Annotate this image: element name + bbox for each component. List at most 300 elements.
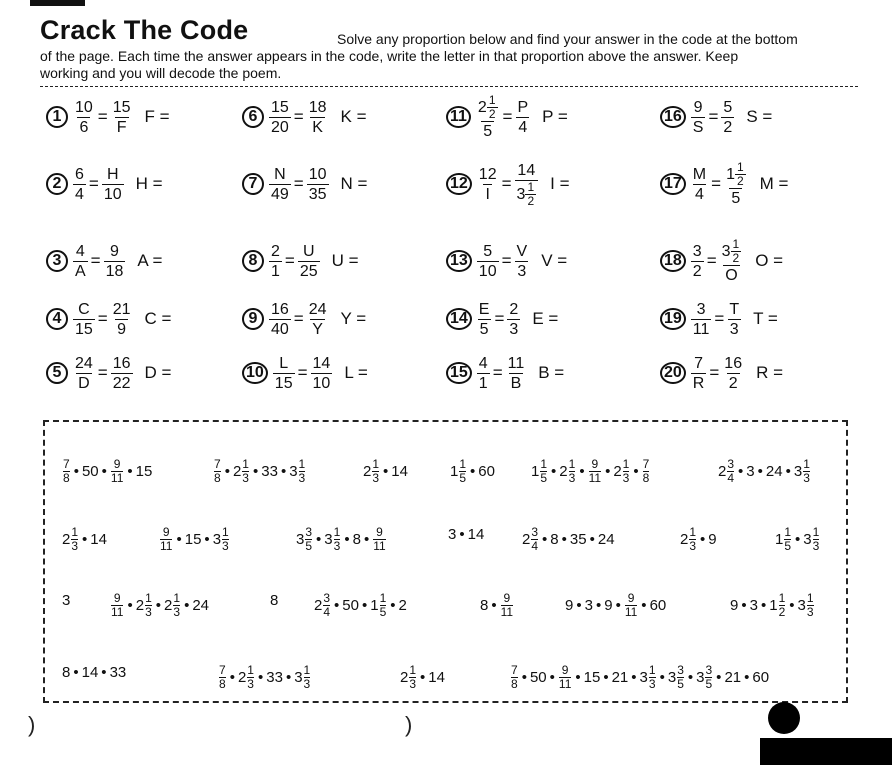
multiply-dot: • bbox=[280, 463, 287, 480]
problem-number: 4 bbox=[46, 308, 68, 330]
left-ratio-denominator: 20 bbox=[271, 118, 289, 136]
left-ratio bbox=[691, 300, 712, 339]
right-ratio bbox=[515, 98, 530, 137]
answer-prompt: H = bbox=[135, 174, 163, 193]
code-value-den: 3 bbox=[333, 539, 341, 553]
multiply-dot: • bbox=[561, 531, 567, 548]
right-ratio bbox=[307, 165, 329, 204]
right-ratio-numerator: H bbox=[106, 165, 119, 183]
code-value-den: 3 bbox=[298, 471, 306, 485]
multiply-dot: • bbox=[176, 531, 182, 548]
code-word bbox=[270, 592, 278, 609]
answer-prompt: S = bbox=[746, 107, 773, 126]
code-value bbox=[624, 592, 638, 619]
code-value bbox=[585, 597, 593, 614]
problem-19 bbox=[660, 290, 778, 348]
code-value-num: 1 bbox=[247, 663, 254, 677]
code-value-den: 4 bbox=[727, 471, 735, 485]
right-ratio bbox=[111, 98, 133, 137]
code-value-den: 3 bbox=[568, 471, 576, 485]
code-value-whole: 1 bbox=[370, 597, 379, 614]
code-value-num: 7 bbox=[219, 663, 226, 677]
code-value-whole: 15 bbox=[184, 531, 202, 548]
code-value-num: 1 bbox=[778, 591, 786, 605]
problem-number: 5 bbox=[46, 362, 68, 384]
left-ratio-numerator: 2 bbox=[271, 242, 280, 260]
left-ratio bbox=[73, 242, 88, 281]
code-value-whole: 2 bbox=[680, 531, 689, 548]
code-value-num: 1 bbox=[803, 457, 810, 471]
code-word bbox=[448, 526, 484, 543]
code-value-whole: 3 bbox=[803, 531, 812, 548]
right-ratio-denominator: 2 bbox=[728, 374, 738, 392]
left-ratio-numerator: E bbox=[478, 300, 490, 318]
right-ratio-numerator: T bbox=[729, 300, 740, 318]
code-value-frac bbox=[63, 458, 70, 485]
code-value bbox=[604, 597, 612, 614]
code-value-den: 3 bbox=[247, 677, 254, 691]
code-value-frac bbox=[511, 664, 518, 691]
right-ratio-numerator: 18 bbox=[308, 98, 327, 116]
code-value-den: 3 bbox=[622, 471, 630, 485]
multiply-dot: • bbox=[101, 463, 107, 480]
code-value-frac bbox=[304, 664, 311, 691]
right-ratio-denominator: 5 bbox=[731, 189, 741, 207]
left-ratio-mixed-frac-den: 2 bbox=[488, 106, 496, 121]
code-value-whole: 60 bbox=[752, 669, 770, 686]
code-value bbox=[642, 458, 651, 485]
code-value bbox=[90, 531, 107, 548]
code-word bbox=[400, 664, 445, 691]
code-value-num: 1 bbox=[298, 457, 306, 471]
right-ratio-mixed-frac-den: 2 bbox=[527, 193, 535, 208]
code-value-num: 1 bbox=[459, 457, 467, 471]
code-value-num: 1 bbox=[689, 525, 697, 539]
code-word bbox=[565, 592, 666, 619]
code-value bbox=[769, 592, 786, 619]
left-ratio-denominator: 1 bbox=[478, 374, 488, 392]
left-ratio-mixed-frac bbox=[487, 94, 498, 121]
code-value-frac bbox=[372, 458, 379, 485]
code-value-num: 1 bbox=[622, 457, 630, 471]
multiply-dot: • bbox=[491, 597, 497, 614]
left-ratio-denominator: 11 bbox=[692, 320, 710, 338]
left-ratio bbox=[269, 165, 291, 204]
code-value-num: 1 bbox=[372, 457, 380, 471]
answer-prompt: K = bbox=[340, 107, 367, 126]
code-value-whole: 2 bbox=[135, 597, 145, 614]
left-ratio-denominator: 2 bbox=[692, 262, 702, 280]
multiply-dot: • bbox=[204, 531, 210, 548]
right-ratio-numerator bbox=[724, 161, 748, 188]
multiply-dot: • bbox=[344, 531, 350, 548]
problem-3 bbox=[46, 232, 162, 290]
right-ratio-numerator: 14 bbox=[517, 161, 536, 179]
code-value bbox=[794, 458, 811, 485]
code-value bbox=[468, 526, 485, 543]
code-value-den: 5 bbox=[540, 471, 548, 485]
answer-prompt: E = bbox=[532, 309, 559, 328]
code-value bbox=[680, 526, 697, 553]
code-value-frac bbox=[459, 458, 466, 485]
code-value-den: 11 bbox=[111, 605, 124, 619]
right-ratio-denominator: 2 bbox=[723, 118, 733, 136]
equals-sign: = bbox=[97, 363, 108, 382]
right-ratio-mixed bbox=[726, 161, 746, 188]
code-word bbox=[62, 592, 70, 609]
problem-number: 17 bbox=[660, 173, 686, 195]
right-ratio-denominator: 3 bbox=[517, 262, 527, 280]
equals-sign: = bbox=[711, 174, 722, 193]
multiply-dot: • bbox=[155, 597, 162, 614]
right-ratio bbox=[298, 242, 320, 281]
code-value-whole: 60 bbox=[478, 463, 495, 480]
right-ratio bbox=[724, 161, 748, 208]
problem-number: 19 bbox=[660, 308, 686, 330]
code-value bbox=[570, 531, 587, 548]
left-ratio bbox=[477, 354, 490, 393]
left-ratio-numerator bbox=[476, 94, 500, 121]
left-ratio bbox=[691, 242, 704, 281]
code-value bbox=[752, 669, 769, 686]
code-value-whole: 2 bbox=[237, 669, 247, 686]
right-ratio-mixed-frac-den: 2 bbox=[736, 173, 744, 188]
left-ratio-denominator: I bbox=[485, 185, 490, 203]
code-value-frac bbox=[784, 526, 791, 553]
answer-prompt: R = bbox=[756, 363, 784, 382]
code-value bbox=[62, 526, 79, 553]
code-value-den: 3 bbox=[71, 539, 79, 553]
code-value-whole: 2 bbox=[62, 531, 71, 548]
right-ratio-whole: 3 bbox=[516, 185, 526, 203]
multiply-dot: • bbox=[659, 669, 665, 686]
code-value-den: 3 bbox=[303, 677, 311, 691]
multiply-dot: • bbox=[589, 531, 595, 548]
code-value-whole: 3 bbox=[296, 531, 305, 548]
left-ratio-numerator: 4 bbox=[75, 242, 85, 260]
left-ratio bbox=[476, 94, 500, 141]
left-ratio-whole: 2 bbox=[477, 98, 487, 116]
code-value-whole: 8 bbox=[550, 531, 559, 548]
code-word bbox=[680, 526, 717, 553]
code-value-frac bbox=[727, 458, 734, 485]
left-ratio-denominator: 40 bbox=[271, 320, 289, 338]
left-ratio-denominator: 15 bbox=[274, 374, 293, 392]
code-value-den: 8 bbox=[219, 677, 226, 691]
right-ratio bbox=[111, 300, 133, 339]
multiply-dot: • bbox=[224, 463, 230, 480]
multiply-dot: • bbox=[73, 463, 79, 480]
multiply-dot: • bbox=[738, 463, 744, 480]
multiply-dot: • bbox=[760, 597, 767, 614]
left-ratio bbox=[269, 98, 291, 137]
code-value-whole: 21 bbox=[724, 669, 742, 686]
code-value bbox=[798, 592, 815, 619]
code-value bbox=[559, 458, 576, 485]
code-value-whole: 2 bbox=[232, 463, 242, 480]
code-value-num: 1 bbox=[333, 525, 341, 539]
code-word bbox=[110, 592, 209, 619]
scan-mark-left: ) bbox=[28, 712, 36, 737]
code-value-den: 8 bbox=[642, 471, 650, 485]
multiply-dot: • bbox=[641, 597, 647, 614]
equals-sign: = bbox=[494, 309, 505, 328]
code-value bbox=[718, 458, 735, 485]
problem-12 bbox=[446, 155, 570, 213]
problem-4 bbox=[46, 290, 171, 348]
code-word bbox=[480, 592, 514, 619]
code-value-whole: 50 bbox=[81, 463, 99, 480]
code-value-den: 8 bbox=[511, 677, 518, 691]
left-ratio bbox=[691, 98, 706, 137]
code-value-num: 1 bbox=[71, 525, 79, 539]
code-value bbox=[598, 531, 615, 548]
code-value-den: 11 bbox=[588, 471, 602, 485]
left-ratio bbox=[477, 165, 499, 204]
answer-prompt: A = bbox=[137, 251, 163, 270]
answer-prompt: N = bbox=[340, 174, 368, 193]
code-word bbox=[62, 664, 126, 681]
multiply-dot: • bbox=[361, 597, 368, 614]
code-value-num: 9 bbox=[376, 525, 383, 539]
code-value-frac bbox=[71, 526, 78, 553]
right-ratio bbox=[721, 98, 734, 137]
code-value-whole: 3 bbox=[62, 592, 71, 609]
code-value-frac bbox=[807, 592, 814, 619]
left-ratio-denominator: 10 bbox=[478, 262, 497, 280]
corner-mark bbox=[30, 0, 85, 6]
code-value bbox=[136, 592, 153, 619]
right-ratio-numerator: 2 bbox=[509, 300, 519, 318]
code-value-whole: 3 bbox=[324, 531, 333, 548]
code-value bbox=[164, 592, 181, 619]
right-ratio-numerator: 11 bbox=[507, 354, 525, 372]
code-value-frac bbox=[219, 664, 226, 691]
answer-prompt: B = bbox=[538, 363, 565, 382]
code-value-frac bbox=[589, 458, 601, 485]
code-word bbox=[62, 526, 107, 553]
code-value bbox=[62, 592, 70, 609]
code-value bbox=[708, 531, 716, 548]
multiply-dot: • bbox=[795, 531, 801, 548]
left-ratio-numerator: 10 bbox=[75, 98, 93, 116]
right-ratio-numerator: 9 bbox=[110, 242, 119, 260]
code-value-whole: 2 bbox=[400, 669, 409, 686]
code-value-den: 3 bbox=[222, 539, 229, 553]
code-value-frac bbox=[625, 592, 637, 619]
code-value-frac bbox=[145, 592, 152, 619]
code-value-den: 5 bbox=[784, 539, 792, 553]
left-ratio-denominator: D bbox=[78, 374, 90, 392]
answer-prompt: U = bbox=[331, 251, 359, 270]
code-value-den: 5 bbox=[677, 677, 684, 691]
problem-number: 1 bbox=[46, 106, 68, 128]
code-value-whole: 50 bbox=[342, 597, 359, 614]
left-ratio-numerator: 9 bbox=[693, 98, 703, 116]
code-value bbox=[296, 526, 313, 553]
code-value-whole: 33 bbox=[109, 664, 127, 681]
code-value-num: 3 bbox=[677, 663, 684, 677]
code-value bbox=[261, 463, 278, 480]
right-ratio-mixed-frac bbox=[735, 161, 746, 188]
problem-13 bbox=[446, 232, 567, 290]
code-value-den: 3 bbox=[806, 605, 814, 619]
code-value-frac bbox=[705, 664, 712, 691]
right-ratio bbox=[722, 354, 744, 393]
equals-sign: = bbox=[97, 107, 108, 126]
code-value-den: 3 bbox=[173, 605, 181, 619]
code-value-num: 9 bbox=[627, 591, 635, 605]
code-value bbox=[400, 664, 417, 691]
code-value bbox=[294, 664, 311, 691]
code-value-whole: 50 bbox=[529, 669, 547, 686]
code-value-whole: 60 bbox=[649, 597, 667, 614]
scan-edge-bar bbox=[760, 738, 892, 765]
code-value bbox=[342, 597, 359, 614]
code-value-frac bbox=[111, 592, 123, 619]
code-value-frac bbox=[373, 526, 385, 553]
code-value-num: 1 bbox=[784, 525, 792, 539]
multiply-dot: • bbox=[257, 669, 264, 686]
problem-16 bbox=[660, 88, 772, 146]
left-ratio-denominator: 1 bbox=[271, 262, 280, 280]
section-divider bbox=[40, 86, 858, 87]
code-value bbox=[353, 531, 361, 548]
code-value bbox=[192, 597, 209, 614]
code-value bbox=[530, 669, 547, 686]
multiply-dot: • bbox=[383, 463, 389, 480]
problem-number: 2 bbox=[46, 173, 68, 195]
code-value-num: 3 bbox=[323, 591, 331, 605]
code-word bbox=[775, 526, 820, 553]
code-value bbox=[588, 458, 602, 485]
left-ratio bbox=[477, 300, 492, 339]
code-value-num: 1 bbox=[812, 525, 820, 539]
left-ratio bbox=[73, 354, 95, 393]
multiply-dot: • bbox=[127, 597, 133, 614]
code-value-whole: 2 bbox=[522, 531, 531, 548]
right-ratio-denominator: 3 bbox=[509, 320, 519, 338]
code-value bbox=[324, 526, 341, 553]
code-value bbox=[213, 458, 222, 485]
left-ratio bbox=[691, 165, 708, 204]
right-ratio-numerator: 14 bbox=[312, 354, 331, 372]
code-word bbox=[450, 458, 495, 485]
code-value-frac bbox=[299, 458, 306, 485]
code-value-whole: 15 bbox=[583, 669, 601, 686]
left-ratio-numerator: 3 bbox=[692, 242, 702, 260]
code-value-whole: 3 bbox=[639, 669, 648, 686]
right-ratio-numerator: 16 bbox=[112, 354, 131, 372]
code-value bbox=[730, 597, 738, 614]
answer-prompt: C = bbox=[144, 309, 172, 328]
code-value bbox=[62, 664, 70, 681]
code-value-den: 5 bbox=[459, 471, 467, 485]
left-ratio-denominator: 5 bbox=[479, 320, 489, 338]
code-value-frac bbox=[531, 526, 538, 553]
code-value-whole: 3 bbox=[749, 597, 758, 614]
code-value-whole: 33 bbox=[266, 669, 283, 686]
left-ratio-mixed-frac-num: 1 bbox=[488, 92, 496, 107]
code-value-num: 9 bbox=[113, 457, 121, 471]
multiply-dot: • bbox=[459, 526, 465, 543]
code-value-frac bbox=[173, 592, 180, 619]
right-ratio bbox=[507, 300, 520, 339]
code-value-whole: 2 bbox=[314, 597, 323, 614]
multiply-dot: • bbox=[252, 463, 259, 480]
code-value bbox=[238, 664, 255, 691]
right-ratio-denominator: Y bbox=[312, 320, 323, 338]
code-value bbox=[82, 463, 99, 480]
code-value-whole: 3 bbox=[696, 669, 705, 686]
code-word bbox=[296, 526, 387, 553]
code-value bbox=[110, 592, 124, 619]
left-ratio-mixed bbox=[478, 94, 498, 121]
code-value-den: 11 bbox=[110, 471, 124, 485]
left-ratio-numerator: 7 bbox=[694, 354, 704, 372]
problem-number: 3 bbox=[46, 250, 68, 272]
multiply-dot: • bbox=[789, 597, 795, 614]
right-ratio-numerator: 21 bbox=[112, 300, 131, 318]
code-value-num: 1 bbox=[222, 525, 229, 539]
left-ratio-denominator: 5 bbox=[483, 122, 493, 140]
code-value-whole: 3 bbox=[448, 526, 457, 543]
code-value-frac bbox=[242, 458, 249, 485]
code-word bbox=[62, 458, 152, 485]
scan-mark-center: ) bbox=[405, 712, 413, 737]
code-value-frac bbox=[380, 592, 387, 619]
left-ratio bbox=[269, 242, 282, 281]
left-ratio-denominator: 6 bbox=[79, 118, 89, 136]
equals-sign: = bbox=[97, 309, 108, 328]
code-word bbox=[510, 664, 769, 691]
code-value bbox=[766, 463, 783, 480]
code-value-frac bbox=[643, 458, 650, 485]
problem-number: 9 bbox=[242, 308, 264, 330]
code-value-whole: 8 bbox=[480, 597, 489, 614]
code-value bbox=[696, 664, 713, 691]
multiply-dot: • bbox=[551, 463, 557, 480]
multiply-dot: • bbox=[542, 531, 548, 548]
right-ratio-denominator: 4 bbox=[518, 118, 528, 136]
code-value-num: 3 bbox=[531, 525, 539, 539]
code-word bbox=[522, 526, 615, 553]
code-word bbox=[213, 458, 306, 485]
right-ratio-numerator: 16 bbox=[724, 354, 743, 372]
answer-prompt: D = bbox=[144, 363, 172, 382]
equals-sign: = bbox=[297, 363, 308, 382]
problem-2 bbox=[46, 155, 163, 213]
code-value-whole: 35 bbox=[569, 531, 587, 548]
code-value-frac bbox=[305, 526, 312, 553]
code-value bbox=[391, 463, 408, 480]
right-ratio-mixed-frac-den: 2 bbox=[732, 250, 740, 265]
multiply-dot: • bbox=[716, 669, 722, 686]
multiply-dot: • bbox=[605, 463, 611, 480]
code-value-whole: 9 bbox=[730, 597, 739, 614]
code-word bbox=[159, 526, 230, 553]
problem-number: 10 bbox=[242, 362, 268, 384]
left-ratio-numerator: C bbox=[78, 300, 90, 318]
right-ratio-denominator: F bbox=[116, 118, 127, 136]
code-value-frac bbox=[559, 664, 571, 691]
code-value-whole: 21 bbox=[611, 669, 629, 686]
code-value bbox=[775, 526, 792, 553]
left-ratio-denominator: 4 bbox=[695, 185, 704, 203]
code-value-num: 1 bbox=[242, 457, 249, 471]
right-ratio-denominator: 3 bbox=[729, 320, 739, 338]
multiply-dot: • bbox=[595, 597, 602, 614]
